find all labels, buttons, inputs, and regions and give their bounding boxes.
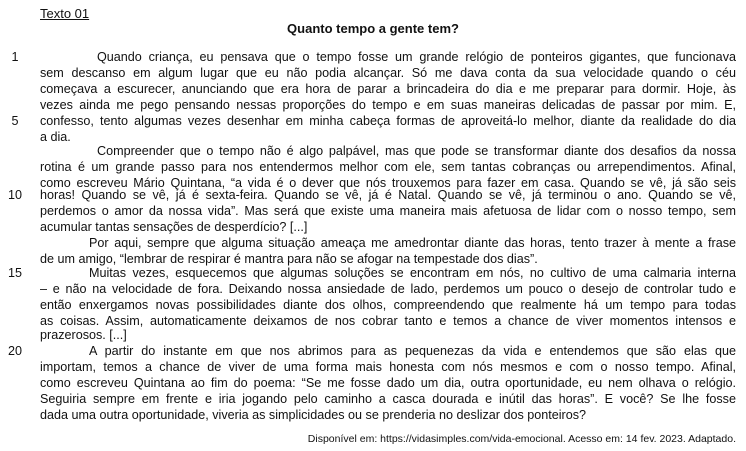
text-line: vezes ainda me pego pensando nessas proporções do tempo e em suas maneiras delicadas de passar por mim. E, xyxy=(40,98,736,112)
text-line: as coisas. Assim, automaticamente deixamos de nos cobrar tanto e temos a chance de viver momentos intensos e xyxy=(40,314,736,328)
text-line: Por aqui, sempre que alguma situação ameaça me amedrontar diante das horas, tento trazer à mente a frase xyxy=(89,236,736,250)
text-line: acumular tantas sensações de desperdício? [...] xyxy=(40,220,308,234)
text-line: confesso, tento algumas vezes desenhar em minha cabeça formas de aproveitá-lo melhor, diante da realidade do dia xyxy=(40,114,736,128)
text-line: Quando criança, eu pensava que o tempo fosse um grande relógio de ponteiros gigantes, que funcionava xyxy=(97,50,736,64)
line-number-15: 15 xyxy=(7,266,22,280)
line-number-10: 10 xyxy=(7,188,22,202)
text-line: sem descanso em algum lugar que eu não podia alcançar. Só me dava conta da sua velocidade quando o céu xyxy=(40,66,736,80)
line-number-20: 20 xyxy=(7,344,22,358)
text-line: a dia. xyxy=(40,130,71,144)
text-line: começava a escurecer, anunciando que era hora de parar a brincadeira do dia e me preparar para dormir. Hoje, às xyxy=(40,82,736,96)
text-line: então enxergamos novas possibilidades diante dos olhos, compreendendo que realmente há um tempo para todas xyxy=(40,298,736,312)
text-title: Quanto tempo a gente tem? xyxy=(287,21,459,36)
text-line: Muitas vezes, esquecemos que algumas soluções se encontram em nós, no cultivo de uma calmaria interna xyxy=(89,266,736,280)
text-line: – e não na velocidade de fora. Deixando nossa ansiedade de lado, perdemos um pouco o desejo de controlar tudo e xyxy=(40,282,736,296)
line-number-1: 1 xyxy=(11,50,19,64)
text-line: de um amigo, “lembrar de respirar é mantra para não se afogar na tempestade dos dias”. xyxy=(40,252,538,266)
text-line: Seguiria sempre em frente e iria jogando pelo caminho a casca dourada e inútil das horas”. E você? Se lhe fosse xyxy=(40,392,736,406)
text-line: Compreender que o tempo não é algo palpável, mas que pode se transformar diante dos desafios da nossa xyxy=(97,144,736,158)
source-citation: Disponível em: https://vidasimples.com/vida-emocional. Acesso em: 14 fev. 2023. Adaptado. xyxy=(307,433,736,445)
text-line: horas! Quando se vê, já é sexta-feira. Quando se vê, já é Natal. Quando se vê, já terminou o ano. Quando se vê, xyxy=(40,188,736,202)
text-line: dada uma outra oportunidade, viveria as simplicidades ou se prenderia no deslizar dos ponteiros? xyxy=(40,408,587,422)
text-line: rotina é um grande passo para nos entendermos melhor com ele, sem tantas cobranças ou arrependimentos. Afinal, xyxy=(40,160,736,174)
text-line: importam, temos a chance de viver de uma forma mais honesta com nós mesmos e com o nosso tempo. Afinal, xyxy=(40,360,736,374)
text-line: como escreveu Mário Quintana, “a vida é o dever que nós trouxemos para fazer em casa. Quando se vê, já são seis xyxy=(40,176,736,190)
text-line: como escreveu Quintana ao fim do poema: “Se me fosse dado um dia, outra oportunidade, eu nem olhava o relógio. xyxy=(40,376,736,390)
text-line: A partir do instante em que nos abrimos para as pequenezas da vida e entendemos que são elas que xyxy=(89,344,736,358)
line-number-5: 5 xyxy=(11,114,19,128)
text-line: perdemos o amor da nossa vida”. Mas será que existe uma maneira mais afetuosa de lidar com o nosso tempo, sem xyxy=(40,204,736,218)
text-line: prazerosos. [...] xyxy=(40,328,127,342)
text-label: Texto 01 xyxy=(40,6,90,21)
